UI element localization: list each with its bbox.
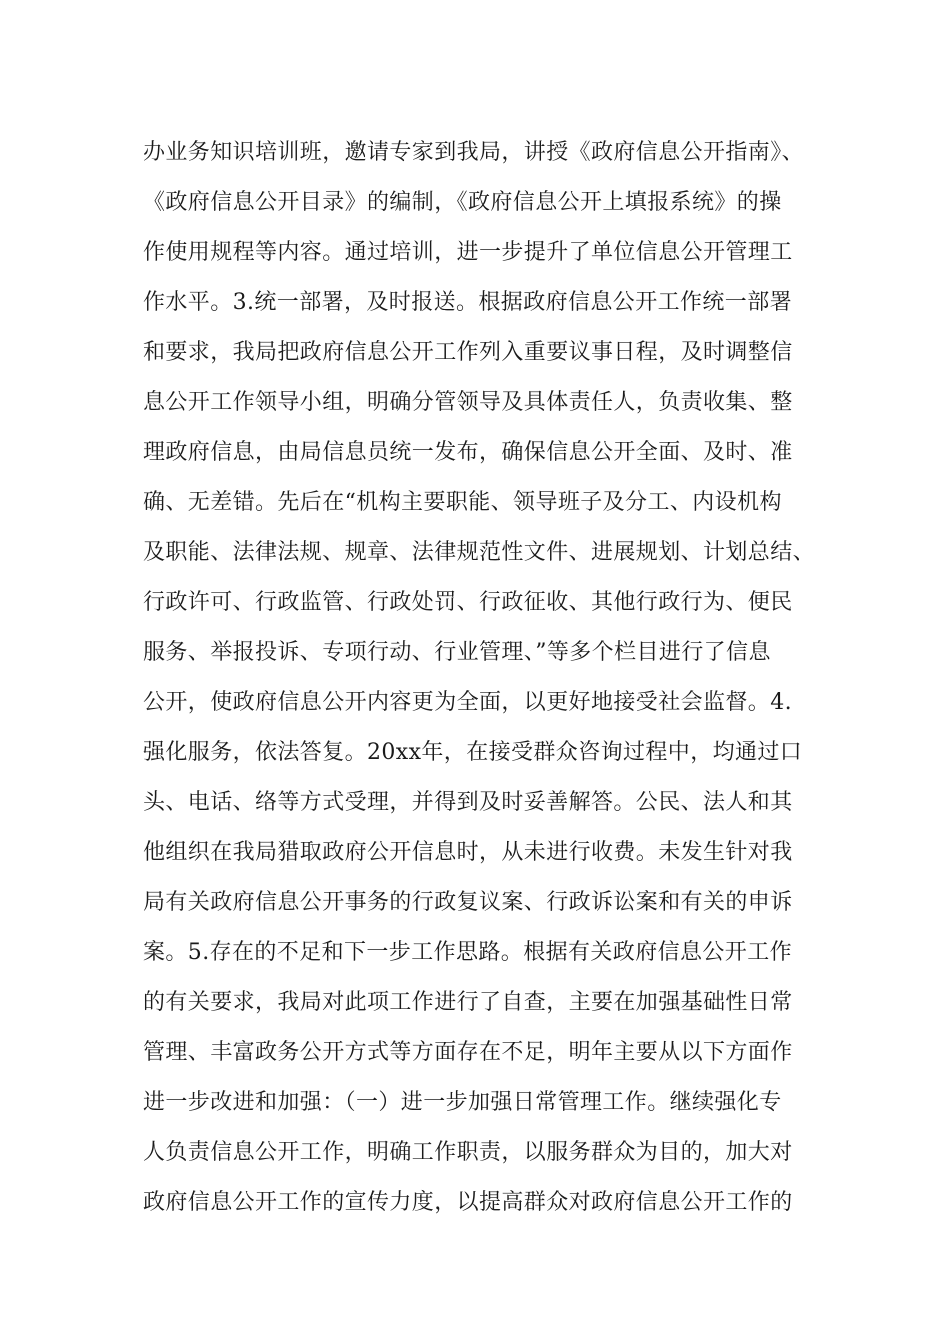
text-line: 头、电话、络等方式受理，并得到及时妥善解答。公民、法人和其 [143,790,793,815]
text-line: 和要求，我局把政府信息公开工作列入重要议事日程，及时调整信 [143,340,793,365]
text-line: 强化服务，依法答复。20xx年，在接受群众咨询过程中，均通过口 [143,740,803,765]
text-line: 服务、举报投诉、专项行动、行业管理、”等多个栏目进行了信息 [143,640,771,665]
text-line: 公开，使政府信息公开内容更为全面，以更好地接受社会监督。4. [143,690,792,715]
text-line: 案。5.存在的不足和下一步工作思路。根据有关政府信息公开工作 [143,940,792,965]
text-line: 行政许可、行政监管、行政处罚、行政征收、其他行政行为、便民 [143,590,793,615]
text-line: 作使用规程等内容。通过培训，进一步提升了单位信息公开管理工 [143,240,793,265]
text-line: 进一步改进和加强：（一）进一步加强日常管理工作。继续强化专 [143,1090,782,1115]
text-line: 理政府信息，由局信息员统一发布，确保信息公开全面、及时、准 [143,440,793,465]
text-line: 政府信息公开工作的宣传力度，以提高群众对政府信息公开工作的 [143,1190,793,1215]
text-line: 人负责信息公开工作，明确工作职责，以服务群众为目的，加大对 [143,1140,793,1165]
text-line: 他组织在我局猎取政府公开信息时，从未进行收费。未发生针对我 [143,840,793,865]
text-line: 的有关要求，我局对此项工作进行了自查，主要在加强基础性日常 [143,990,793,1015]
text-line: 局有关政府信息公开事务的行政复议案、行政诉讼案和有关的申诉 [143,890,793,915]
text-line: 息公开工作领导小组，明确分管领导及具体责任人，负责收集、整 [143,390,793,415]
text-line: 确、无差错。先后在“机构主要职能、领导班子及分工、内设机构 [143,490,782,515]
text-line: 《政府信息公开目录》的编制，《政府信息公开上填报系统》的操 [143,190,782,215]
body-text [143,128,843,1228]
text-line: 办业务知识培训班，邀请专家到我局，讲授《政府信息公开指南》、 [143,140,805,165]
text-line: 及职能、法律法规、规章、法律规范性文件、进展规划、计划总结、 [143,540,816,565]
text-line: 作水平。3.统一部署，及时报送。根据政府信息公开工作统一部署 [143,290,792,315]
text-line: 管理、丰富政务公开方式等方面存在不足，明年主要从以下方面作 [143,1040,793,1065]
